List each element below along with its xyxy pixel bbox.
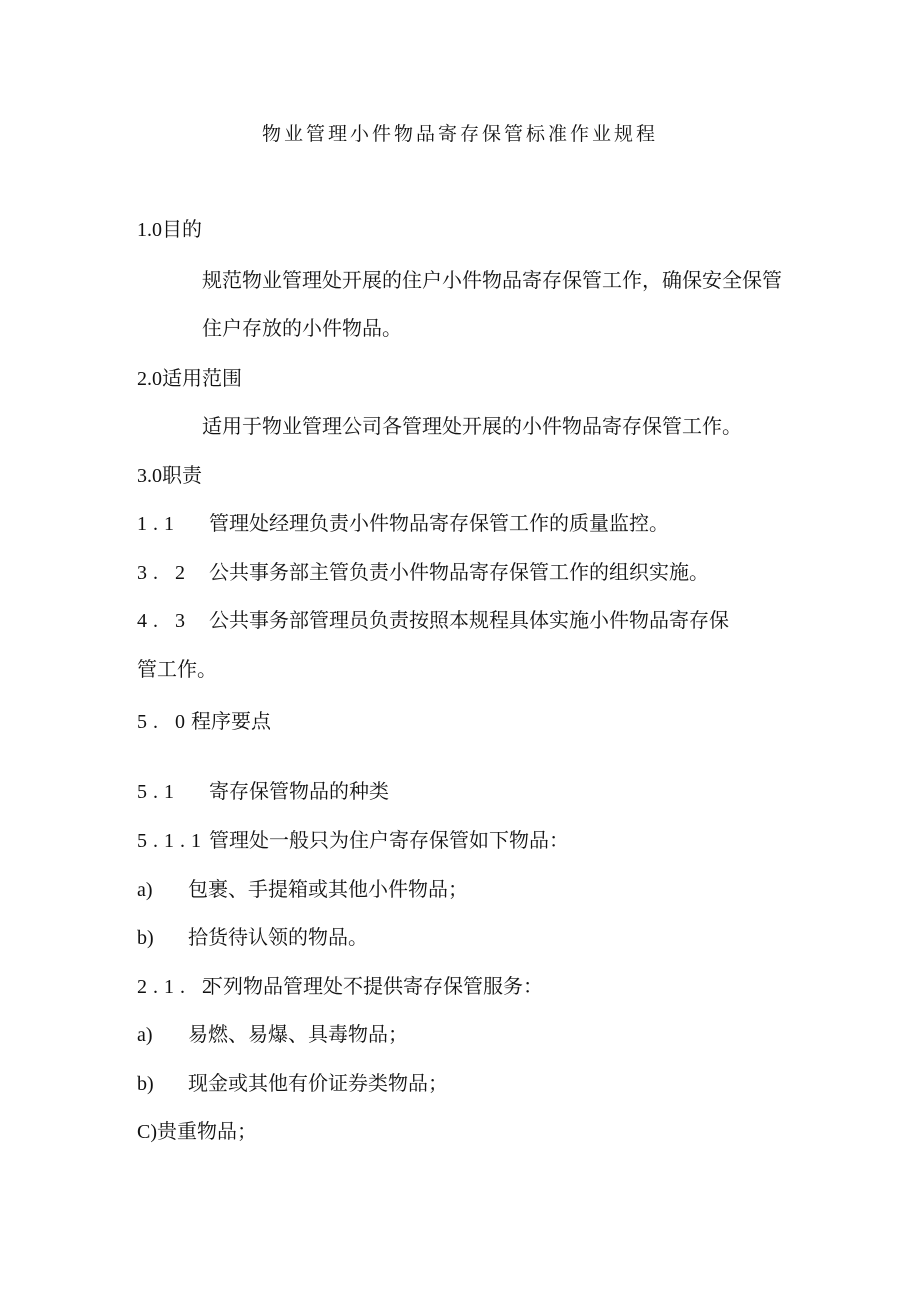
item-text: 公共事务部主管负责小件物品寄存保管工作的组织实施。: [209, 560, 709, 584]
clause: [137, 826, 569, 855]
list-text: 现金或其他有价证券类物品；: [188, 1071, 448, 1095]
list-item: [137, 923, 368, 952]
subsection-number: 5.1: [137, 781, 180, 803]
list-text: 拾货待认领的物品。: [188, 925, 368, 949]
clause-text: 下列物品管理处不提供寄存保管服务：: [203, 974, 543, 998]
list-item: [137, 1069, 448, 1098]
responsibility-item-continuation: 管工作。: [137, 657, 217, 681]
clause-number: 5.1.1: [137, 830, 207, 852]
item-text: 公共事务部管理员负责按照本规程具体实施小件物品寄存保: [209, 608, 729, 632]
list-item: [137, 1117, 257, 1146]
responsibility-item: [137, 606, 729, 635]
section-3-heading: [137, 461, 202, 490]
section-title: 程序要点: [191, 709, 271, 733]
item-number: 3. 2: [137, 562, 191, 584]
section-title: 目的: [162, 217, 202, 241]
section-2-body: 适用于物业管理公司各管理处开展的小件物品寄存保管工作。: [202, 414, 742, 438]
section-5-heading: [137, 707, 271, 736]
section-number: 3.0: [137, 465, 162, 487]
item-number: 1.1: [137, 513, 180, 535]
list-item: [137, 875, 468, 904]
list-label: a): [137, 1024, 153, 1046]
section-title: 适用范围: [162, 366, 242, 390]
section-number: 1.0: [137, 219, 162, 241]
list-label: C): [137, 1121, 157, 1143]
clause-number: 2.1. 2: [137, 976, 218, 998]
list-text: 易燃、易爆、具毒物品；: [188, 1022, 408, 1046]
list-text: 贵重物品；: [157, 1119, 257, 1143]
subsection-heading: [137, 777, 389, 806]
section-1-body-line-1: 规范物业管理处开展的住户小件物品寄存保管工作，确保安全保管: [202, 268, 782, 292]
section-number: 2.0: [137, 368, 162, 390]
responsibility-item: [137, 558, 709, 587]
clause-text: 管理处一般只为住户寄存保管如下物品：: [209, 828, 569, 852]
list-text: 包裹、手提箱或其他小件物品；: [188, 877, 468, 901]
item-text: 管理处经理负责小件物品寄存保管工作的质量监控。: [209, 511, 669, 535]
section-1-heading: [137, 215, 202, 244]
section-1-body-line-2: 住户存放的小件物品。: [202, 316, 402, 340]
section-title: 职责: [162, 463, 202, 487]
subsection-title: 寄存保管物品的种类: [209, 779, 389, 803]
list-item: [137, 1020, 408, 1049]
list-label: a): [137, 879, 153, 901]
list-label: b): [137, 927, 154, 949]
list-label: b): [137, 1073, 154, 1095]
section-2-heading: [137, 364, 242, 393]
item-number: 4. 3: [137, 610, 191, 632]
document-title: 物业管理小件物品寄存保管标准作业规程: [261, 123, 658, 145]
section-number: 5. 0: [137, 711, 191, 733]
clause: [137, 972, 543, 1001]
responsibility-item: [137, 509, 669, 538]
